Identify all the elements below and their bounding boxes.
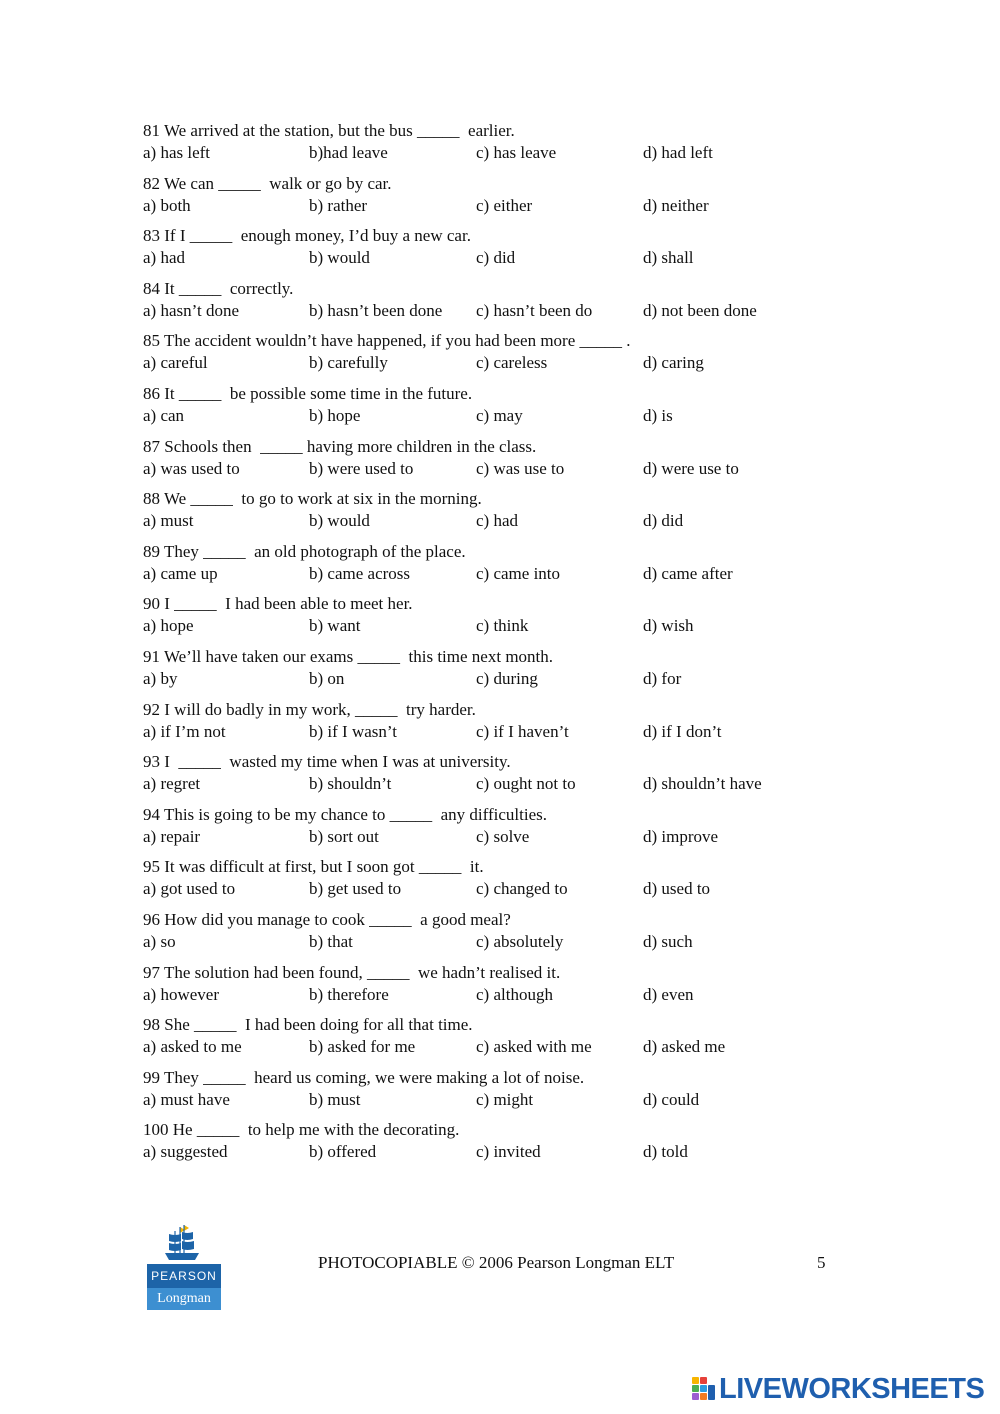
question-stem: 82 We can _____ walk or go by car. — [143, 173, 392, 193]
option-c[interactable]: c) did — [476, 248, 516, 268]
answer-options — [143, 1036, 843, 1058]
question-item — [143, 330, 843, 383]
option-b[interactable]: b) on — [309, 668, 345, 688]
question-item — [143, 699, 843, 752]
option-b[interactable]: b) would — [309, 248, 370, 268]
option-a[interactable]: a) both — [143, 195, 191, 215]
option-c[interactable]: c) solve — [476, 826, 530, 846]
option-c[interactable]: c) either — [476, 195, 533, 215]
option-b[interactable]: b) hope — [309, 405, 361, 425]
question-list — [143, 120, 843, 1172]
option-c[interactable]: c) ought not to — [476, 774, 576, 794]
option-b[interactable]: b) rather — [309, 195, 368, 215]
option-a[interactable]: a) suggested — [143, 1142, 228, 1162]
answer-options — [143, 1089, 843, 1111]
copyright-footer: PHOTOCOPIABLE © 2006 Pearson Longman ELT — [318, 1253, 675, 1272]
option-b[interactable]: b) would — [309, 511, 370, 531]
ship-icon — [147, 1224, 221, 1264]
option-a[interactable]: a) came up — [143, 563, 218, 583]
option-d[interactable]: d) had left — [643, 143, 713, 162]
answer-options — [143, 721, 843, 743]
option-d[interactable]: d) if I don’t — [643, 721, 722, 741]
option-c[interactable]: c) invited — [476, 1142, 541, 1162]
question-item — [143, 436, 843, 489]
answer-options — [143, 931, 843, 953]
page-number: 5 — [817, 1253, 826, 1272]
option-b[interactable]: b) that — [309, 931, 353, 951]
question-stem: 99 They _____ heard us coming, we were making a lot of noise. — [143, 1067, 585, 1087]
option-a[interactable]: a) repair — [143, 826, 201, 846]
option-a[interactable]: a) hasn’t done — [143, 300, 239, 320]
option-d[interactable]: d) for — [643, 668, 682, 688]
answer-options — [143, 405, 843, 427]
option-b[interactable]: b) hasn’t been done — [309, 300, 443, 320]
question-item — [143, 278, 843, 331]
option-c[interactable]: c) absolutely — [476, 931, 564, 951]
option-d[interactable]: d) even — [643, 984, 694, 1004]
option-a[interactable]: a) had — [143, 248, 186, 268]
option-a[interactable]: a) must — [143, 511, 194, 531]
logo-pearson-label: PEARSON — [147, 1264, 221, 1288]
option-c[interactable]: c) asked with me — [476, 1037, 592, 1057]
option-d[interactable]: d) wish — [643, 616, 694, 636]
answer-options — [143, 458, 843, 480]
question-item — [143, 646, 843, 699]
option-d[interactable]: d) came after — [643, 563, 733, 583]
question-item — [143, 856, 843, 909]
question-stem: 100 He _____ to help me with the decorating. — [143, 1120, 460, 1140]
answer-options — [143, 510, 843, 532]
option-b[interactable]: b) if I wasn’t — [309, 721, 397, 741]
question-stem: 93 I _____ wasted my time when I was at university. — [143, 752, 511, 772]
option-c[interactable]: c) has leave — [476, 143, 557, 162]
question-stem: 96 How did you manage to cook _____ a good meal? — [143, 909, 511, 929]
question-stem: 94 This is going to be my chance to _____ any difficulties. — [143, 804, 548, 824]
question-stem: 87 Schools then _____ having more children in the class. — [143, 436, 537, 456]
option-a[interactable]: a) so — [143, 931, 176, 951]
question-item — [143, 1014, 843, 1067]
option-d[interactable]: d) told — [643, 1142, 688, 1162]
option-b[interactable]: b) want — [309, 616, 361, 636]
option-b[interactable]: b) sort out — [309, 826, 379, 846]
question-item — [143, 173, 843, 226]
question-stem: 95 It was difficult at first, but I soon got _____ it. — [143, 857, 484, 877]
option-d[interactable]: d) such — [643, 931, 693, 951]
option-d[interactable]: d) is — [643, 405, 673, 425]
liveworksheets-brand[interactable] — [692, 1374, 984, 1404]
option-d[interactable]: d) neither — [643, 195, 709, 215]
answer-options — [143, 615, 843, 637]
question-stem: 92 I will do badly in my work, _____ try harder. — [143, 699, 476, 719]
option-b[interactable]: b) asked for me — [309, 1037, 416, 1057]
question-item — [143, 541, 843, 594]
option-c[interactable]: c) was use to — [476, 458, 565, 478]
option-a[interactable]: a) regret — [143, 774, 201, 794]
question-item — [143, 962, 843, 1015]
question-stem: 98 She _____ I had been doing for all that time. — [143, 1015, 473, 1035]
option-b[interactable]: b) were used to — [309, 458, 414, 478]
question-stem: 90 I _____ I had been able to meet her. — [143, 594, 413, 614]
answer-options — [143, 563, 843, 585]
question-item — [143, 120, 843, 173]
option-d[interactable]: d) shouldn’t have — [643, 774, 762, 794]
question-item — [143, 488, 843, 541]
question-item — [143, 751, 843, 804]
option-a[interactable]: a) was used to — [143, 458, 240, 478]
question-item — [143, 804, 843, 857]
option-a[interactable]: a) hope — [143, 616, 194, 636]
option-c[interactable]: c) changed to — [476, 879, 568, 899]
question-item — [143, 593, 843, 646]
answer-options — [143, 352, 843, 374]
option-d[interactable]: d) could — [643, 1089, 700, 1109]
answer-options — [143, 826, 843, 848]
question-stem: 83 If I _____ enough money, I’d buy a new car. — [143, 226, 471, 246]
option-d[interactable]: d) caring — [643, 353, 704, 373]
question-stem: 91 We’ll have taken our exams _____ this time next month. — [143, 646, 554, 666]
answer-options — [143, 984, 843, 1006]
question-item — [143, 1119, 843, 1172]
question-stem: 97 The solution had been found, _____ we hadn’t realised it. — [143, 962, 561, 982]
question-item — [143, 383, 843, 436]
option-a[interactable]: a) careful — [143, 353, 208, 373]
option-a[interactable]: a) by — [143, 668, 178, 688]
option-c[interactable]: c) although — [476, 984, 553, 1004]
answer-options — [143, 195, 843, 217]
question-stem: 89 They _____ an old photograph of the place. — [143, 541, 466, 561]
option-a[interactable]: a) has left — [143, 143, 211, 162]
question-stem: 84 It _____ correctly. — [143, 278, 294, 298]
pearson-longman-logo — [147, 1224, 221, 1310]
option-d[interactable]: d) were use to — [643, 458, 739, 478]
option-b[interactable]: b) therefore — [309, 984, 389, 1004]
option-c[interactable]: c) came into — [476, 563, 561, 583]
question-stem: 88 We _____ to go to work at six in the morning. — [143, 489, 482, 509]
option-a[interactable]: a) if I’m not — [143, 721, 226, 741]
option-b[interactable]: b) shouldn’t — [309, 774, 392, 794]
option-b[interactable]: b) must — [309, 1089, 361, 1109]
answer-options — [143, 142, 843, 164]
answer-options — [143, 668, 843, 690]
liveworksheets-wordmark: LIVEWORKSHEETS — [719, 1373, 985, 1405]
answer-options — [143, 1141, 843, 1163]
option-a[interactable]: a) however — [143, 984, 219, 1004]
option-b[interactable]: b) came across — [309, 563, 411, 583]
option-c[interactable]: c) if I haven’t — [476, 721, 569, 741]
option-d[interactable]: d) used to — [643, 879, 711, 899]
answer-options — [143, 300, 843, 322]
option-b[interactable]: b) get used to — [309, 879, 402, 899]
option-c[interactable]: c) during — [476, 668, 538, 688]
question-stem: 86 It _____ be possible some time in the future. — [143, 383, 473, 403]
answer-options — [143, 773, 843, 795]
option-c[interactable]: c) had — [476, 511, 519, 531]
option-c[interactable]: c) might — [476, 1089, 534, 1109]
option-d[interactable]: d) asked me — [643, 1037, 726, 1057]
question-item — [143, 1067, 843, 1120]
option-d[interactable]: d) not been done — [643, 300, 757, 320]
question-stem: 81 We arrived at the station, but the bus _____ earlier. — [143, 121, 515, 140]
option-d[interactable]: d) did — [643, 511, 684, 531]
option-b[interactable]: b)had leave — [309, 143, 388, 162]
question-item — [143, 909, 843, 962]
question-item — [143, 225, 843, 278]
answer-options — [143, 247, 843, 269]
option-d[interactable]: d) improve — [643, 826, 719, 846]
option-c[interactable]: c) hasn’t been do — [476, 300, 593, 320]
option-d[interactable]: d) shall — [643, 248, 694, 268]
logo-longman-label: Longman — [147, 1288, 221, 1310]
option-a[interactable]: a) can — [143, 405, 185, 425]
question-stem: 85 The accident wouldn’t have happened, if you had been more _____ . — [143, 331, 631, 351]
liveworksheets-logo-icon — [692, 1377, 716, 1401]
option-c[interactable]: c) think — [476, 616, 529, 636]
answer-options — [143, 878, 843, 900]
option-b[interactable]: b) offered — [309, 1142, 377, 1162]
option-c[interactable]: c) careless — [476, 353, 548, 373]
option-a[interactable]: a) asked to me — [143, 1037, 242, 1057]
option-b[interactable]: b) carefully — [309, 353, 388, 373]
option-a[interactable]: a) got used to — [143, 879, 236, 899]
option-c[interactable]: c) may — [476, 405, 523, 425]
option-a[interactable]: a) must have — [143, 1089, 230, 1109]
